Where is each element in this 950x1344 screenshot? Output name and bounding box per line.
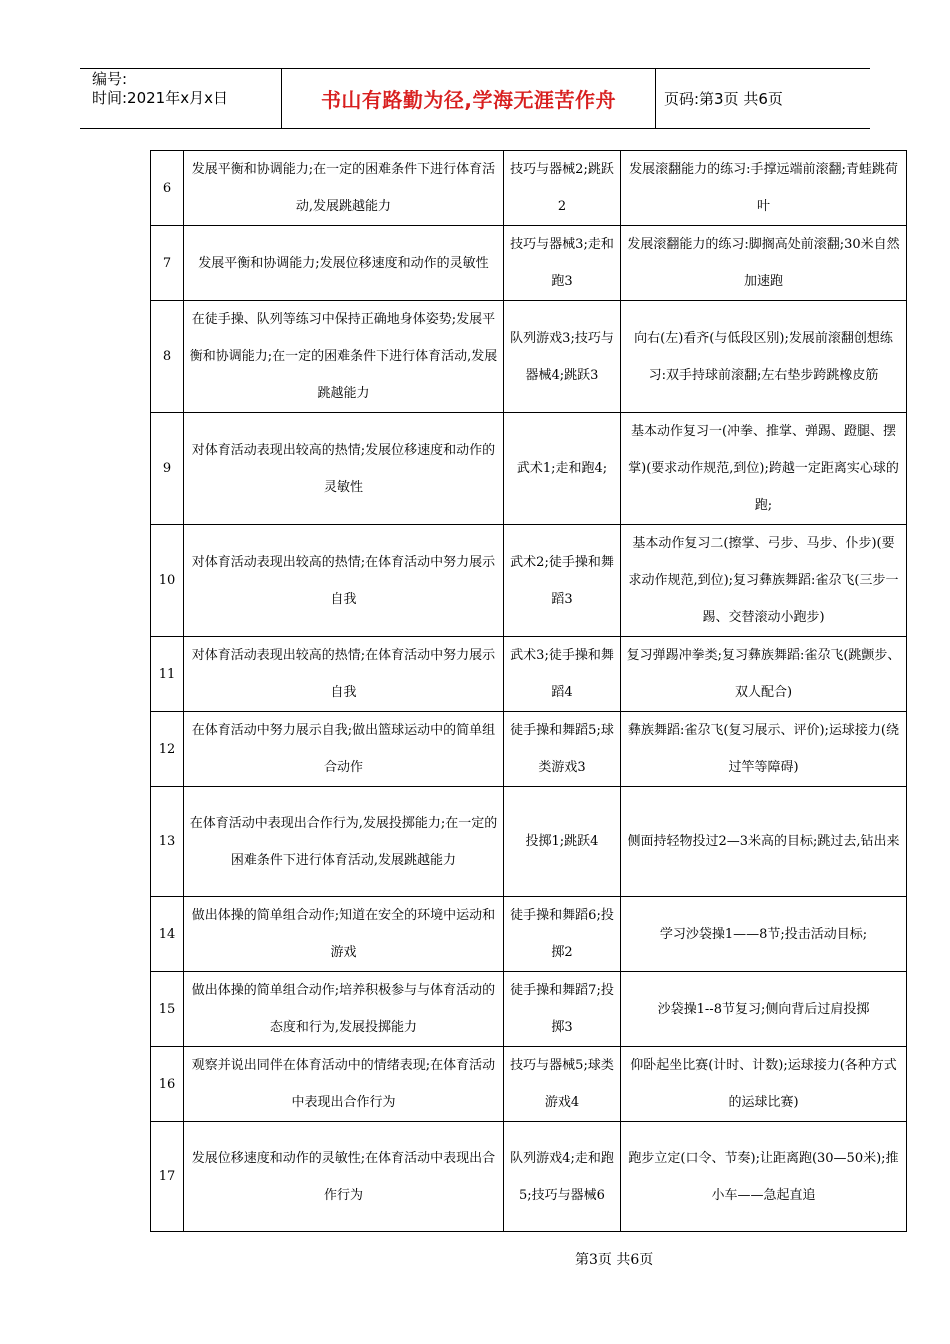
table-row xyxy=(151,972,907,1047)
lesson-activity-cell: 基本动作复习二(擦掌、弓步、马步、仆步)(要求动作规范,到位);复习彝族舞蹈:雀尕飞(三步一踢、交替滚动小跑步) xyxy=(621,525,907,637)
header-bottom-rule xyxy=(80,128,870,129)
lesson-content-cell: 技巧与器械5;球类游戏4 xyxy=(504,1047,621,1122)
lesson-goal-cell: 做出体操的简单组合动作;知道在安全的环境中运动和游戏 xyxy=(184,897,504,972)
lesson-goal-cell: 在体育活动中表现出合作行为,发展投掷能力;在一定的困难条件下进行体育活动,发展跳越能力 xyxy=(184,787,504,897)
table-row xyxy=(151,151,907,226)
lesson-activity-cell: 仰卧起坐比赛(计时、计数);运球接力(各种方式的运球比赛) xyxy=(621,1047,907,1122)
lesson-number-cell: 11 xyxy=(151,637,184,712)
lesson-number-cell: 8 xyxy=(151,301,184,413)
lesson-content-cell: 武术1;走和跑4; xyxy=(504,413,621,525)
lesson-goal-cell: 观察并说出同伴在体育活动中的情绪表现;在体育活动中表现出合作行为 xyxy=(184,1047,504,1122)
header-divider-right xyxy=(655,68,656,128)
lesson-content-cell: 技巧与器械2;跳跃2 xyxy=(504,151,621,226)
table-row xyxy=(151,413,907,525)
lesson-goal-cell: 发展平衡和协调能力;发展位移速度和动作的灵敏性 xyxy=(184,226,504,301)
lesson-number-cell: 9 xyxy=(151,413,184,525)
lesson-goal-cell: 在体育活动中努力展示自我;做出篮球运动中的简单组合动作 xyxy=(184,712,504,787)
table-row xyxy=(151,226,907,301)
lesson-activity-cell: 侧面持轻物投过2—3米高的目标;跳过去,钻出来 xyxy=(621,787,907,897)
header-info xyxy=(92,70,278,108)
lesson-goal-cell: 对体育活动表现出较高的热情;在体育活动中努力展示自我 xyxy=(184,525,504,637)
lesson-content-cell: 技巧与器械3;走和跑3 xyxy=(504,226,621,301)
lesson-plan-body xyxy=(151,151,907,1232)
lesson-goal-cell: 发展平衡和协调能力;在一定的困难条件下进行体育活动,发展跳越能力 xyxy=(184,151,504,226)
table-row xyxy=(151,897,907,972)
lesson-goal-cell: 在徒手操、队列等练习中保持正确地身体姿势;发展平衡和协调能力;在一定的困难条件下进行体育活动,发展跳越能力 xyxy=(184,301,504,413)
lesson-activity-cell: 发展滚翻能力的练习:脚搁高处前滚翻;30米自然加速跑 xyxy=(621,226,907,301)
lesson-number-cell: 13 xyxy=(151,787,184,897)
table-row xyxy=(151,1122,907,1232)
lesson-number-cell: 10 xyxy=(151,525,184,637)
lesson-number-cell: 7 xyxy=(151,226,184,301)
lesson-content-cell: 徒手操和舞蹈6;投掷2 xyxy=(504,897,621,972)
lesson-goal-cell: 发展位移速度和动作的灵敏性;在体育活动中表现出合作行为 xyxy=(184,1122,504,1232)
lesson-activity-cell: 学习沙袋操1——8节;投击活动目标; xyxy=(621,897,907,972)
table-row xyxy=(151,637,907,712)
lesson-activity-cell: 发展滚翻能力的练习:手撑远端前滚翻;青蛙跳荷叶 xyxy=(621,151,907,226)
lesson-goal-cell: 对体育活动表现出较高的热情;发展位移速度和动作的灵敏性 xyxy=(184,413,504,525)
lesson-content-cell: 队列游戏3;技巧与器械4;跳跃3 xyxy=(504,301,621,413)
document-number: 编号: xyxy=(92,70,128,88)
table-row xyxy=(151,712,907,787)
lesson-content-cell: 队列游戏4;走和跑5;技巧与器械6 xyxy=(504,1122,621,1232)
lesson-activity-cell: 跑步立定(口令、节奏);让距离跑(30—50米);推小车——急起直追 xyxy=(621,1122,907,1232)
lesson-number-cell: 16 xyxy=(151,1047,184,1122)
lesson-activity-cell: 向右(左)看齐(与低段区别);发展前滚翻创想练习:双手持球前滚翻;左右垫步跨跳橡皮筋 xyxy=(621,301,907,413)
lesson-content-cell: 武术2;徒手操和舞蹈3 xyxy=(504,525,621,637)
lesson-activity-cell: 沙袋操1--8节复习;侧向背后过肩投掷 xyxy=(621,972,907,1047)
header-motto: 书山有路勤为径,学海无涯苦作舟 xyxy=(320,87,617,112)
table-row xyxy=(151,1047,907,1122)
lesson-number-cell: 14 xyxy=(151,897,184,972)
document-date: 时间:2021年x月x日 xyxy=(92,89,228,107)
lesson-plan-table xyxy=(150,150,907,1232)
footer-page-number: 第3页 共6页 xyxy=(575,1252,654,1268)
lesson-goal-cell: 对体育活动表现出较高的热情;在体育活动中努力展示自我 xyxy=(184,637,504,712)
table-row xyxy=(151,787,907,897)
lesson-activity-cell: 基本动作复习一(冲拳、推掌、弹踢、蹬腿、摆掌)(要求动作规范,到位);跨越一定距离实心球的跑; xyxy=(621,413,907,525)
lesson-content-cell: 武术3;徒手操和舞蹈4 xyxy=(504,637,621,712)
table-row xyxy=(151,301,907,413)
lesson-number-cell: 15 xyxy=(151,972,184,1047)
lesson-content-cell: 投掷1;跳跃4 xyxy=(504,787,621,897)
lesson-activity-cell: 彝族舞蹈:雀尕飞(复习展示、评价);运球接力(绕过竿等障碍) xyxy=(621,712,907,787)
lesson-content-cell: 徒手操和舞蹈7;投掷3 xyxy=(504,972,621,1047)
lesson-goal-cell: 做出体操的简单组合动作;培养积极参与与体育活动的态度和行为,发展投掷能力 xyxy=(184,972,504,1047)
lesson-number-cell: 17 xyxy=(151,1122,184,1232)
lesson-content-cell: 徒手操和舞蹈5;球类游戏3 xyxy=(504,712,621,787)
lesson-number-cell: 12 xyxy=(151,712,184,787)
lesson-number-cell: 6 xyxy=(151,151,184,226)
table-row xyxy=(151,525,907,637)
lesson-activity-cell: 复习弹踢冲拳类;复习彝族舞蹈:雀尕飞(跳颤步、双人配合) xyxy=(621,637,907,712)
header-page-number: 页码:第3页 共6页 xyxy=(664,89,783,108)
